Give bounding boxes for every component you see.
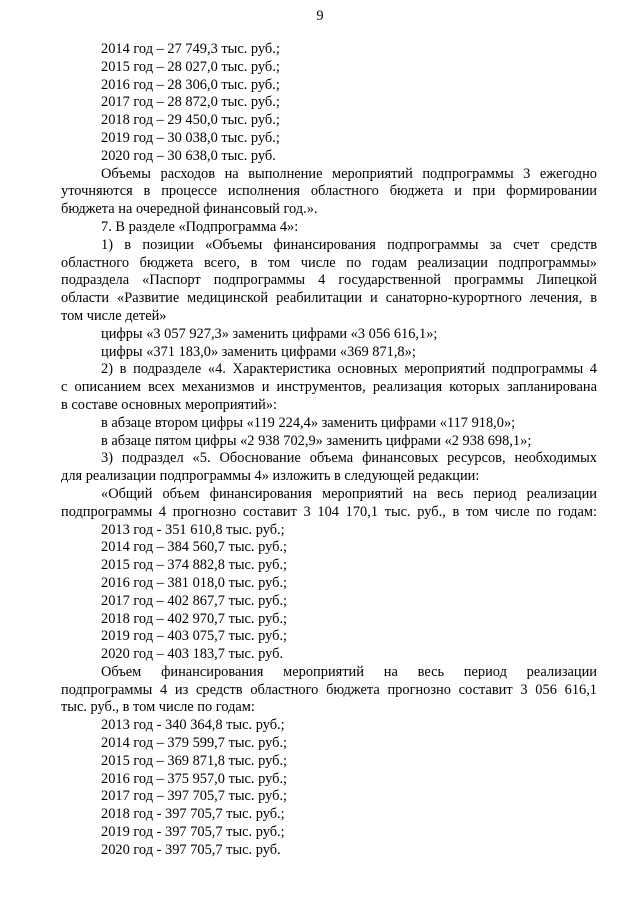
text-line: 2018 год – 402 970,7 тыс. руб.; bbox=[101, 610, 288, 627]
page-number: 9 bbox=[316, 8, 324, 24]
text-line: том числе детей» bbox=[61, 307, 167, 324]
text-line: уточняются в процессе исполнения областного бюджета и при формировании bbox=[61, 183, 597, 200]
text-line: подпрограммы 4 из средств областного бюджета прогнозно составит 3 056 616,1 bbox=[61, 681, 597, 698]
text-line: 2020 год – 403 183,7 тыс. руб. bbox=[101, 646, 284, 663]
text-line: 2019 год – 403 075,7 тыс. руб.; bbox=[101, 628, 288, 645]
text-line: для реализации подпрограммы 4» изложить в следующей редакции: bbox=[61, 468, 480, 485]
text-line: 2013 год - 351 610,8 тыс. руб.; bbox=[101, 521, 285, 538]
text-line: в составе основных мероприятий»: bbox=[61, 396, 278, 413]
text-line: 2014 год – 379 599,7 тыс. руб.; bbox=[101, 735, 288, 752]
text-line: 1) в позиции «Объемы финансирования подпрограммы за счет средств bbox=[101, 236, 597, 253]
text-line: 2018 год - 397 705,7 тыс. руб.; bbox=[101, 806, 285, 823]
text-line: 2020 год – 30 638,0 тыс. руб. bbox=[101, 147, 276, 164]
text-line: 2016 год – 375 957,0 тыс. руб.; bbox=[101, 770, 288, 787]
text-line: тыс. руб., в том числе по годам: bbox=[61, 699, 255, 716]
text-line: цифры «371 183,0» заменить цифрами «369 871,8»; bbox=[101, 343, 416, 360]
text-line: 7. В разделе «Подпрограмма 4»: bbox=[101, 218, 299, 235]
text-line: 2019 год – 30 038,0 тыс. руб.; bbox=[101, 129, 280, 146]
text-line: 2017 год – 397 705,7 тыс. руб.; bbox=[101, 788, 288, 805]
text-line: в абзаце втором цифры «119 224,4» заменить цифрами «117 918,0»; bbox=[101, 414, 516, 431]
text-line: 2016 год – 381 018,0 тыс. руб.; bbox=[101, 574, 288, 591]
text-line: в абзаце пятом цифры «2 938 702,9» заменить цифрами «2 938 698,1»; bbox=[101, 432, 532, 449]
text-line: 2014 год – 27 749,3 тыс. руб.; bbox=[101, 41, 280, 57]
text-line: 2) в подразделе «4. Характеристика основных мероприятий подпрограммы 4 bbox=[101, 361, 597, 378]
text-line: 2015 год – 369 871,8 тыс. руб.; bbox=[101, 752, 288, 769]
text-line: 2013 год - 340 364,8 тыс. руб.; bbox=[101, 717, 285, 734]
text-line: 2015 год – 28 027,0 тыс. руб.; bbox=[101, 58, 280, 75]
text-line: 2020 год - 397 705,7 тыс. руб. bbox=[101, 841, 281, 858]
text-line: бюджета на очередной финансовый год.». bbox=[61, 201, 318, 218]
text-line: 3) подраздел «5. Обоснование объема финансовых ресурсов, необходимых bbox=[101, 450, 597, 467]
text-line: 2017 год – 28 872,0 тыс. руб.; bbox=[101, 94, 280, 111]
text-line: 2017 год – 402 867,7 тыс. руб.; bbox=[101, 592, 288, 609]
text-line: с описанием всех механизмов и инструментов, реализация которых запланирована bbox=[61, 379, 597, 396]
text-line: цифры «3 057 927,3» заменить цифрами «3 056 616,1»; bbox=[101, 325, 438, 342]
text-line: Объемы расходов на выполнение мероприятий подпрограммы 3 ежегодно bbox=[101, 165, 597, 182]
text-line: подраздела «Паспорт подпрограммы 4 государственной программы Липецкой bbox=[61, 272, 597, 289]
text-line: «Общий объем финансирования мероприятий на весь период реализации bbox=[101, 485, 597, 502]
text-line: Объем финансирования мероприятий на весь период реализации bbox=[101, 663, 597, 680]
text-line: 2019 год - 397 705,7 тыс. руб.; bbox=[101, 824, 285, 841]
text-line: 2016 год – 28 306,0 тыс. руб.; bbox=[101, 76, 280, 93]
text-line: 2015 год – 374 882,8 тыс. руб.; bbox=[101, 557, 288, 574]
text-line: подпрограммы 4 прогнозно составит 3 104 170,1 тыс. руб., в том числе по годам: bbox=[61, 503, 597, 520]
text-line: областного бюджета всего, в том числе по годам реализации подпрограммы» bbox=[61, 254, 597, 271]
text-line: 2018 год – 29 450,0 тыс. руб.; bbox=[101, 112, 280, 129]
document-body bbox=[61, 41, 597, 860]
text-line: 2014 год – 384 560,7 тыс. руб.; bbox=[101, 539, 288, 556]
text-line: области «Развитие медицинской реабилитации и санаторно-курортного лечения, в bbox=[61, 290, 597, 307]
